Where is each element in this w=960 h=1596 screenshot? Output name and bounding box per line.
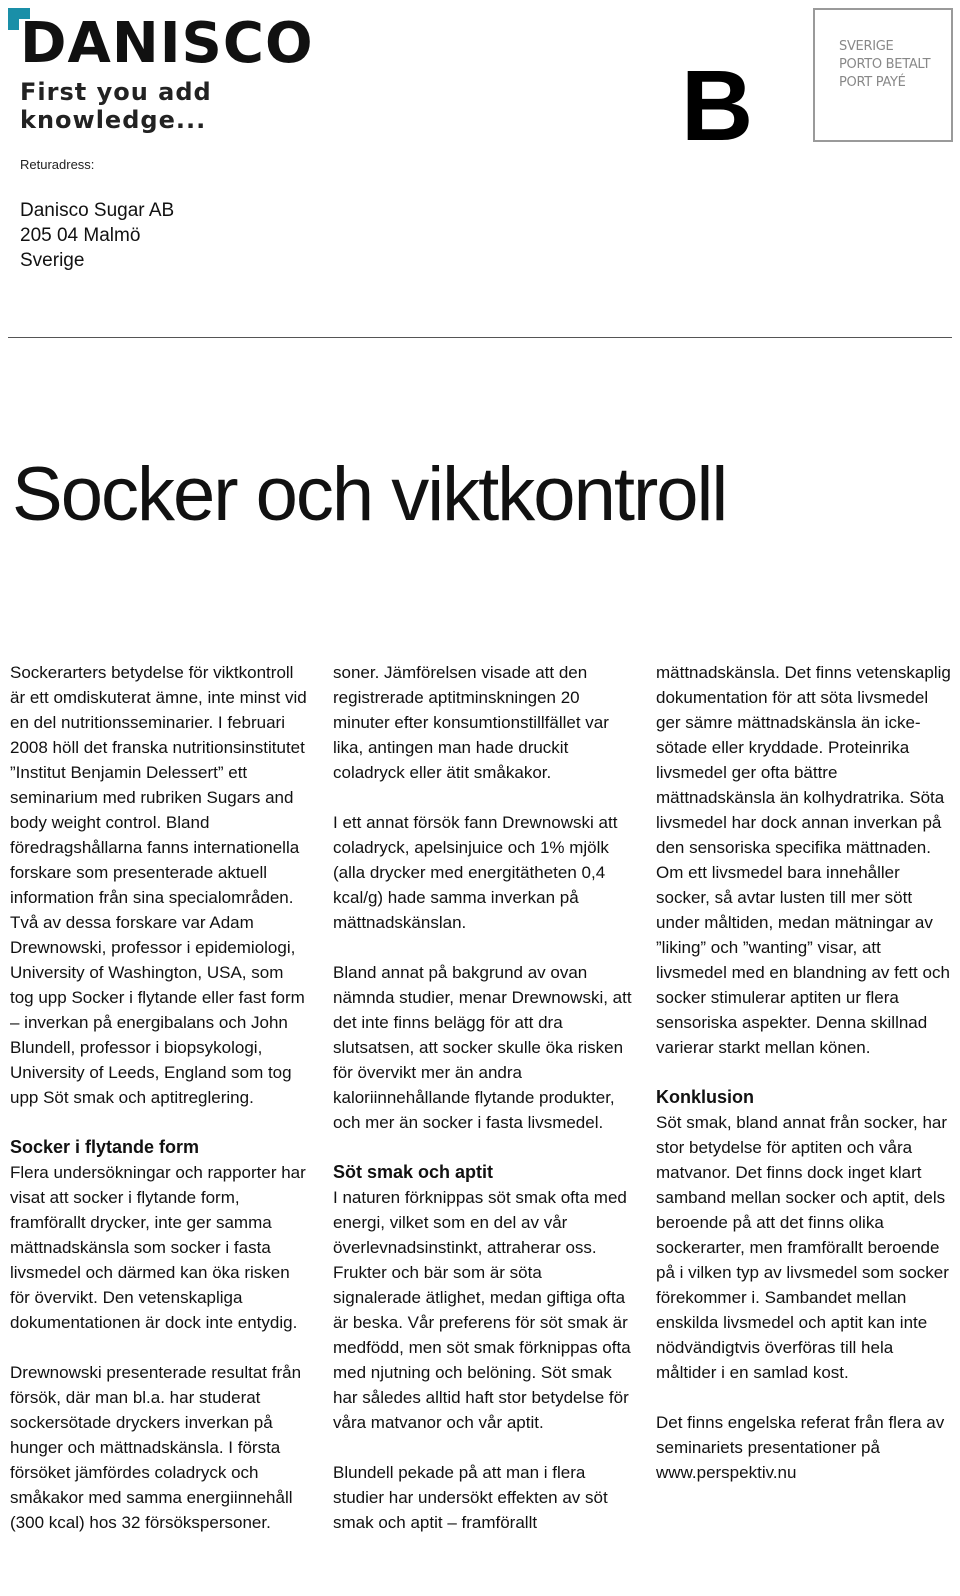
postage-line-1: SVERIGE — [839, 39, 894, 54]
paragraph-conclusion-drewnowski: Bland annat på bakgrund av ovan nämnda studier, menar Drewnowski, att det inte finns belägg för att dra slutsatsen, att socker skulle öka risken för övervikt mer än andra kaloriinnehållande flytande produkter, och mer än socker i fasta livsmedel. — [333, 963, 632, 1132]
logo-wordmark: DANISCO — [20, 11, 314, 76]
logo-tagline: First you add knowledge... — [20, 78, 212, 134]
address-line-postal: 205 04 Malmö — [20, 225, 141, 246]
paragraph-blundell: Blundell pekade på att man i flera studier har undersökt effekten av söt smak och aptit – framförallt — [333, 1463, 608, 1532]
address-line-company: Danisco Sugar AB — [20, 200, 175, 221]
article-column-1 — [10, 660, 310, 1535]
section-heading-liquid-sugar: Socker i flytande form — [10, 1137, 200, 1157]
paragraph-liquid-sugar: Flera undersökningar och rapporter har visat att socker i flytande form, framförallt drycker, inte ger samma mättnadskänsla som socker i fasta livsmedel och därmed kan öka risken för övervikt. Den vetenskapliga dokumentationen är dock inte entydig. — [10, 1163, 306, 1332]
article-column-3 — [656, 660, 956, 1485]
postal-class-mark: B — [681, 50, 754, 162]
paragraph-comparison: soner. Jämförelsen visade att den registrerade aptitminskningen 20 minuter efter konsumtionstillfället var lika, antingen man hade druckit coladryck eller ätit småkakor. — [333, 663, 609, 782]
return-address — [20, 198, 174, 273]
return-address-label: Returadress: — [20, 157, 95, 172]
article-column-2 — [333, 660, 633, 1535]
address-line-country: Sverige — [20, 250, 85, 271]
postage-line-2: PORTO BETALT — [839, 57, 931, 72]
postage-stamp-box — [813, 8, 953, 142]
divider-rule — [8, 337, 952, 338]
section-heading-sweet-taste: Söt smak och aptit — [333, 1162, 494, 1182]
paragraph-drewnowski-results: Drewnowski presenterade resultat från försök, där man bl.a. har studerat sockersötade dryckers inverkan på hunger och mättnadskänsla. I första försöket jämfördes coladryck och småkakor med samma energiinnehåll (300 kcal) hos 32 försökspersoner. — [10, 1363, 302, 1532]
postage-line-3: PORT PAYÉ — [839, 75, 906, 90]
paragraph-satiety: mättnadskänsla. Det finns vetenskaplig dokumentation för att söta livsmedel ger sämre mättnadskänsla än icke-sötade eller kryddade. Proteinrika livsmedel ger ofta bättre mättnadskänsla än kolhydratrika. Söta livsmedel har dock annan inverkan på den sensoriska specifika mättnaden. Om ett livsmedel bara innehåller socker, så avtar lusten till mer sött under måltiden, medan mätningar av ”liking” och ”wanting” visar, att livsmedel med en blandning av fett och socker stimulerar aptiten ur flera sensoriska aspekter. Denna skillnad varierar starkt mellan könen. — [656, 663, 951, 1057]
paragraph-second-trial: I ett annat försök fann Drewnowski att coladryck, apelsinjuice och 1% mjölk (alla drycker med energitätheten 0,4 kcal/g) hade samma inverkan på mättnadskänslan. — [333, 813, 618, 932]
article-title: Socker och viktkontroll — [12, 452, 727, 537]
danisco-logo — [8, 8, 368, 134]
paragraph-sweet-taste: I naturen förknippas söt smak ofta med energi, vilket som en del av vår överlevnadsinstinkt, attraherar oss. Frukter och bär som är söta signalerade ätlighet, medan giftiga ofta är beska. Vår preferens för söt smak är medfödd, men söt smak förknippas ofta med njutning och belöning. Söt smak har således alltid haft stor betydelse för våra matvanor och vår aptit. — [333, 1188, 631, 1432]
paragraph-references: Det finns engelska referat från flera av seminariets presentationer på www.perspektiv.nu — [656, 1413, 945, 1482]
paragraph-intro: Sockerarters betydelse för viktkontroll är ett omdiskuterat ämne, inte minst vid en del nutritionsseminarier. I februari 2008 höll det franska nutritionsinstitutet ”Institut Benjamin Delessert” ett seminarium med rubriken Sugars and body weight control. Bland föredragshållarna fanns internationella forskare som presenterade aktuell information från sina specialområden. Två av dessa forskare var Adam Drewnowski, professor i epidemiologi, University of Washington, USA, som tog upp Socker i flytande eller fast form – inverkan på energibalans och John Blundell, professor i biopsykologi, University of Leeds, England som tog upp Söt smak och aptitreglering. — [10, 663, 307, 1107]
paragraph-conclusion: Söt smak, bland annat från socker, har stor betydelse för aptiten och våra matvanor. Det finns dock inget klart samband mellan socker och aptit, dels beroende på att det finns olika sockerarter, men framförallt beroende på i vilken typ av livsmedel som socker förekommer i. Sambandet mellan enskilda livsmedel och aptit kan inte nödvändigtvis överföras till hela måltider i en samlad kost. — [656, 1113, 949, 1382]
section-heading-conclusion: Konklusion — [656, 1087, 754, 1107]
